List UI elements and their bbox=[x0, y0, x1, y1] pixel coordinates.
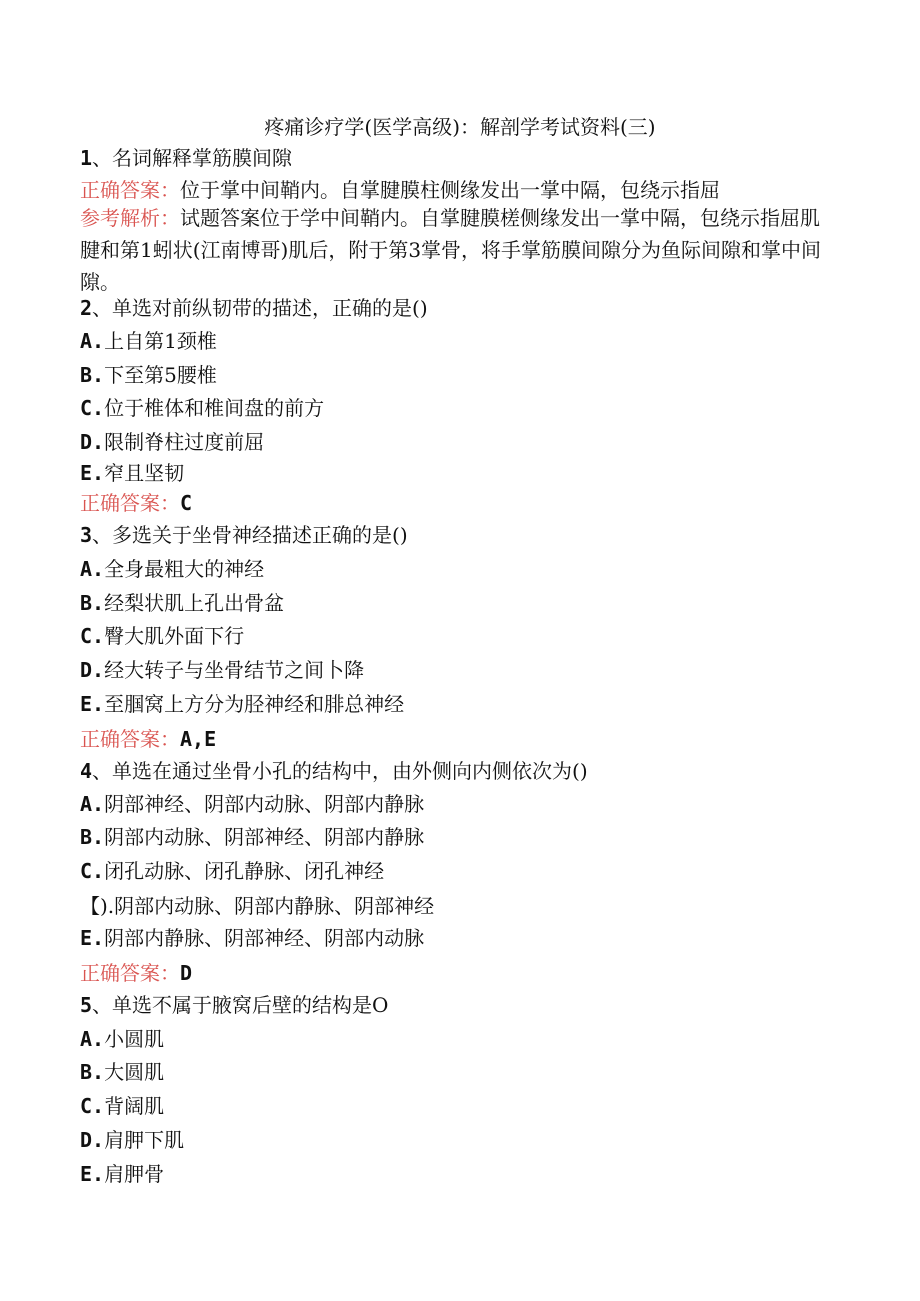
answer-text: 位于掌中间鞘内。自掌腱膜柱侧缘发出一掌中隔，包绕示指屈 bbox=[180, 178, 720, 202]
question-3 bbox=[80, 521, 408, 549]
option-letter: 【). bbox=[80, 894, 115, 918]
option-text: 臀大肌外面下行 bbox=[104, 624, 245, 648]
option-5e bbox=[80, 1160, 164, 1188]
option-letter: E. bbox=[80, 692, 105, 716]
option-2d bbox=[80, 428, 264, 456]
option-2e bbox=[80, 459, 184, 487]
page-title: 疼痛诊疗学(医学高级)：解剖学考试资料(三) bbox=[264, 115, 656, 139]
question-number: 2 bbox=[80, 296, 93, 320]
option-text: 限制脊柱过度前屈 bbox=[104, 430, 265, 454]
option-letter: D. bbox=[80, 430, 105, 454]
option-text: 上自第1颈椎 bbox=[104, 329, 217, 353]
option-2a bbox=[80, 327, 217, 355]
option-letter: C. bbox=[80, 396, 105, 420]
option-letter: D. bbox=[80, 658, 105, 682]
answer-3 bbox=[80, 725, 216, 753]
option-letter: E. bbox=[80, 1162, 105, 1186]
question-5 bbox=[80, 991, 388, 1019]
option-text: 小圆肌 bbox=[104, 1027, 165, 1051]
option-text: 下至第5腰椎 bbox=[104, 363, 217, 387]
option-letter: A. bbox=[80, 792, 105, 816]
option-letter: A. bbox=[80, 329, 105, 353]
analysis-1 bbox=[80, 202, 825, 298]
option-letter: C. bbox=[80, 859, 105, 883]
answer-label: 正确答案： bbox=[80, 727, 180, 751]
option-text: 背阔肌 bbox=[104, 1094, 165, 1118]
option-2c bbox=[80, 394, 324, 422]
answer-2 bbox=[80, 489, 192, 517]
option-letter: B. bbox=[80, 363, 105, 387]
option-4a bbox=[80, 790, 424, 818]
option-text: 经大转子与坐骨结节之间卜降 bbox=[104, 658, 365, 682]
option-text: 阴部内静脉、阴部神经、阴部内动脉 bbox=[104, 926, 425, 950]
option-3a bbox=[80, 555, 264, 583]
question-number: 3 bbox=[80, 523, 93, 547]
option-text: 经梨状肌上孔出骨盆 bbox=[104, 591, 285, 615]
option-text: 闭孔动脉、闭孔静脉、闭孔神经 bbox=[104, 859, 385, 883]
option-text: 大圆肌 bbox=[104, 1060, 165, 1084]
option-letter: A. bbox=[80, 1027, 105, 1051]
answer-value: D bbox=[180, 961, 193, 985]
option-text: 全身最粗大的神经 bbox=[104, 557, 265, 581]
analysis-label: 参考解析： bbox=[80, 206, 180, 230]
option-4b bbox=[80, 823, 424, 851]
option-letter: C. bbox=[80, 624, 105, 648]
option-letter: C. bbox=[80, 1094, 105, 1118]
option-letter: E. bbox=[80, 926, 105, 950]
question-text: 、单选在通过坐骨小孔的结构中，由外侧向内侧依次为() bbox=[92, 759, 588, 783]
option-letter: B. bbox=[80, 1060, 105, 1084]
answer-value: C bbox=[180, 491, 193, 515]
option-3d bbox=[80, 656, 364, 684]
answer-label: 正确答案： bbox=[80, 491, 180, 515]
option-5a bbox=[80, 1025, 164, 1053]
option-4e bbox=[80, 924, 424, 952]
option-letter: D. bbox=[80, 1128, 105, 1152]
question-text: 、名词解释掌筋膜间隙 bbox=[92, 146, 293, 170]
option-5b bbox=[80, 1058, 164, 1086]
option-letter: A. bbox=[80, 557, 105, 581]
answer-label: 正确答案： bbox=[80, 961, 180, 985]
question-text: 、单选不属于腋窝后壁的结构是O bbox=[92, 993, 389, 1017]
option-3e bbox=[80, 690, 404, 718]
option-5d bbox=[80, 1126, 184, 1154]
option-text: 至腘窝上方分为胫神经和腓总神经 bbox=[104, 692, 405, 716]
question-1 bbox=[80, 144, 292, 172]
option-letter: B. bbox=[80, 591, 105, 615]
option-3b bbox=[80, 589, 284, 617]
option-text: 阴部内动脉、阴部神经、阴部内静脉 bbox=[104, 825, 425, 849]
option-text: 肩胛骨 bbox=[104, 1162, 165, 1186]
option-text: 窄且坚韧 bbox=[104, 461, 185, 485]
option-text: 阴部内动脉、阴部内静脉、阴部神经 bbox=[114, 894, 435, 918]
answer-4 bbox=[80, 959, 192, 987]
question-text: 、单选对前纵韧带的描述，正确的是() bbox=[92, 296, 428, 320]
option-2b bbox=[80, 361, 217, 389]
option-text: 位于椎体和椎间盘的前方 bbox=[104, 396, 325, 420]
question-number: 5 bbox=[80, 993, 93, 1017]
option-text: 肩胛下肌 bbox=[104, 1128, 185, 1152]
question-number: 1 bbox=[80, 146, 93, 170]
option-4c bbox=[80, 857, 384, 885]
question-2 bbox=[80, 294, 428, 322]
question-number: 4 bbox=[80, 759, 93, 783]
option-text: 阴部神经、阴部内动脉、阴部内静脉 bbox=[104, 792, 425, 816]
option-letter: E. bbox=[80, 461, 105, 485]
option-5c bbox=[80, 1092, 164, 1120]
analysis-text: 试题答案位于学中间鞘内。自掌腱膜槎侧缘发出一掌中隔，包绕示指屈肌腱和第1蚓状(江南博哥)肌后，附于第3掌骨，将手掌筋膜间隙分为鱼际间隙和掌中间隙。 bbox=[80, 206, 822, 294]
option-4d bbox=[80, 892, 434, 920]
answer-label: 正确答案： bbox=[80, 178, 180, 202]
option-3c bbox=[80, 622, 244, 650]
option-letter: B. bbox=[80, 825, 105, 849]
answer-1 bbox=[80, 176, 720, 204]
question-text: 、多选关于坐骨神经描述正确的是() bbox=[92, 523, 408, 547]
answer-value: A,E bbox=[180, 727, 217, 751]
question-4 bbox=[80, 757, 588, 785]
